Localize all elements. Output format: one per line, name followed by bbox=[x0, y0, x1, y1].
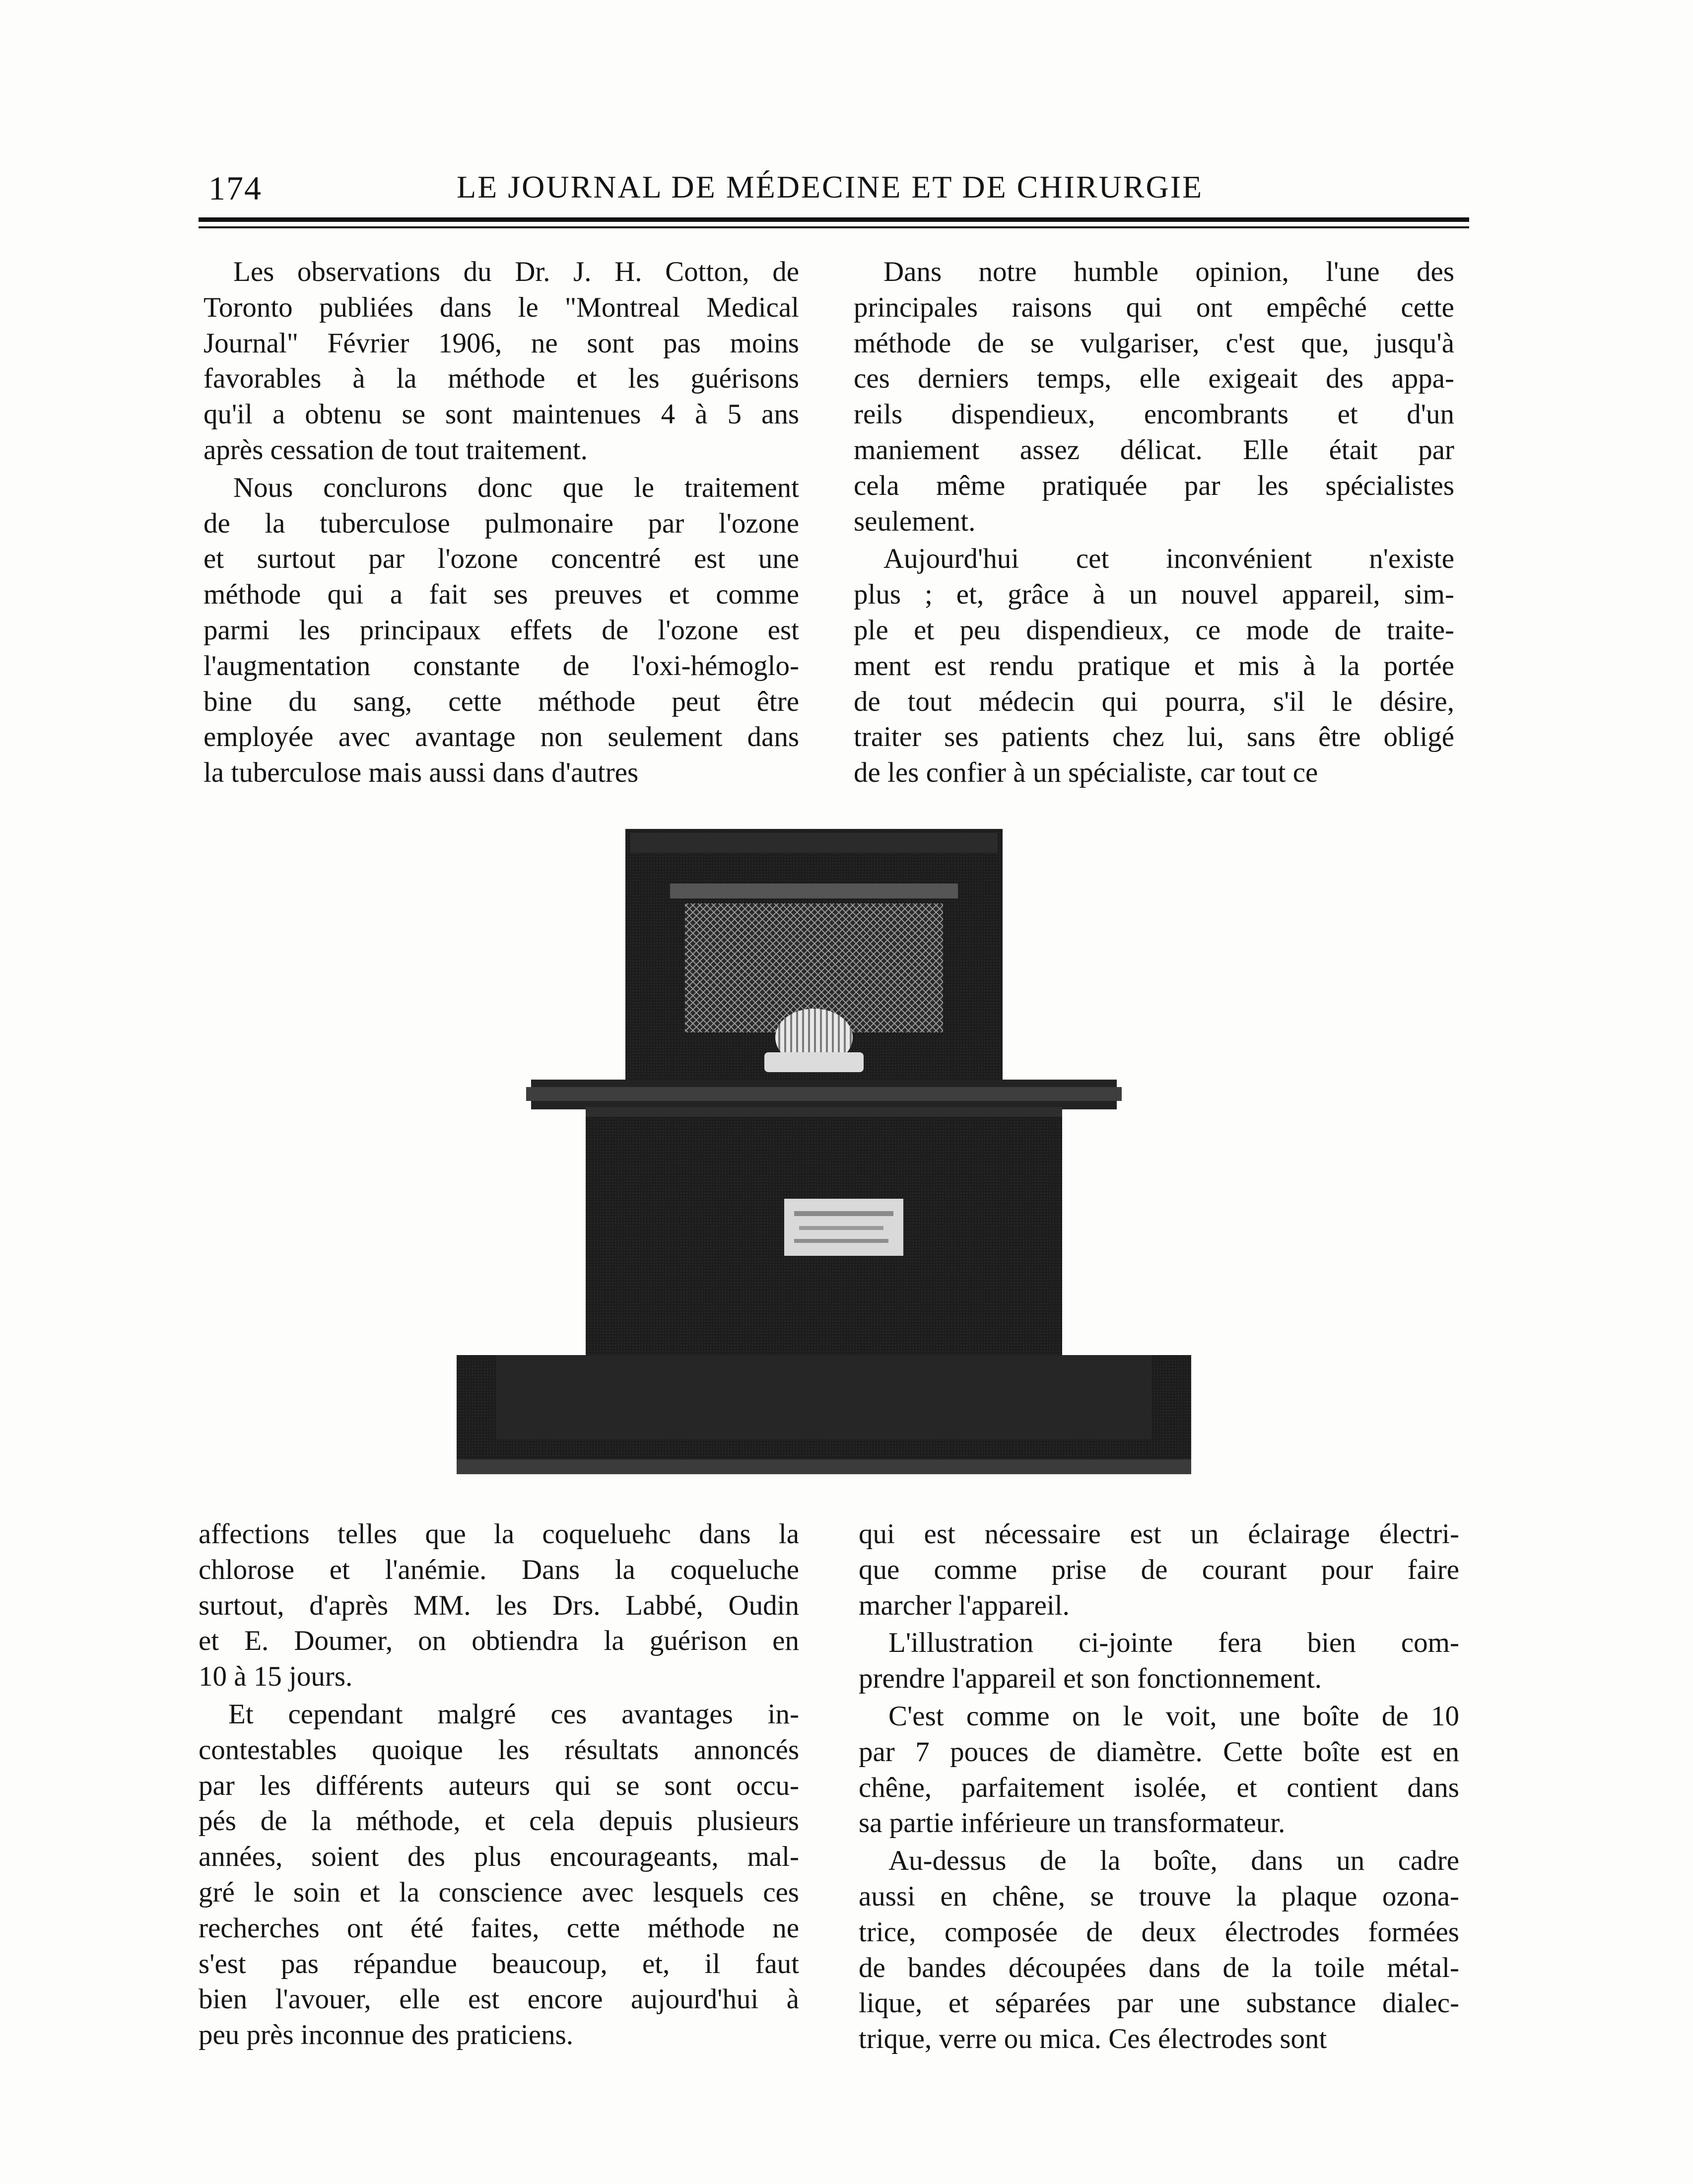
text-line: L'illustration ci-jointe fera bien com- bbox=[888, 1627, 1459, 1659]
text-line: gré le soin et la conscience avec lesquels ces bbox=[199, 1876, 799, 1908]
text-line: chlorose et l'anémie. Dans la coqueluche bbox=[199, 1554, 799, 1585]
text-line: que comme prise de courant pour faire bbox=[859, 1554, 1459, 1585]
text-line: bine du sang, cette méthode peut être bbox=[203, 685, 799, 717]
paragraph bbox=[199, 1516, 799, 1695]
paragraph bbox=[859, 1625, 1459, 1697]
paragraph bbox=[199, 1697, 799, 2053]
paragraph bbox=[203, 470, 799, 791]
page-number: 174 bbox=[208, 169, 262, 207]
text-line: parmi les principaux effets de l'ozone est bbox=[203, 614, 799, 646]
text-line: marcher l'appareil. bbox=[859, 1589, 1070, 1621]
text-line: contestables quoique les résultats annoncés bbox=[199, 1734, 799, 1766]
text-line: recherches ont été faites, cette méthode ne bbox=[199, 1912, 799, 1944]
text-line: C'est comme on le voit, une boîte de 10 bbox=[888, 1700, 1459, 1732]
text-line: maniement assez délicat. Elle était par bbox=[854, 434, 1454, 466]
column-top-right bbox=[854, 254, 1454, 791]
text-line: Au-dessus de la boîte, dans un cadre bbox=[888, 1845, 1459, 1877]
text-line: Nous conclurons donc que le traitement bbox=[233, 472, 799, 503]
text-line: s'est pas répandue beaucoup, et, il faut bbox=[199, 1948, 799, 1979]
text-line: traiter ses patients chez lui, sans être obligé bbox=[854, 721, 1454, 753]
paragraph bbox=[859, 1843, 1459, 2057]
text-line: méthode de se vulgariser, c'est que, jusqu'à bbox=[854, 327, 1454, 359]
text-line: de les confier à un spécialiste, car tout ce bbox=[854, 757, 1318, 789]
text-line: trice, composée de deux électrodes formées bbox=[859, 1916, 1459, 1948]
text-line: employée avec avantage non seulement dans bbox=[203, 721, 799, 753]
text-line: prendre l'appareil et son fonctionnement. bbox=[859, 1663, 1322, 1695]
text-line: aussi en chêne, se trouve la plaque ozona- bbox=[859, 1880, 1459, 1912]
text-line: qu'il a obtenu se sont maintenues 4 à 5 ans bbox=[203, 399, 799, 430]
header-rule-thick bbox=[199, 217, 1469, 222]
text-line: et E. Doumer, on obtiendra la guérison en bbox=[199, 1625, 799, 1657]
text-line: trique, verre ou mica. Ces électrodes sont bbox=[859, 2023, 1327, 2055]
text-line: de tout médecin qui pourra, s'il le désire, bbox=[854, 685, 1454, 717]
text-line: après cessation de tout traitement. bbox=[203, 434, 588, 466]
column-bottom-left bbox=[199, 1516, 799, 2053]
paragraph bbox=[854, 541, 1454, 791]
text-line: par les différents auteurs qui se sont occu- bbox=[199, 1770, 799, 1801]
text-line: chêne, parfaitement isolée, et contient dans bbox=[859, 1772, 1459, 1803]
text-line: qui est nécessaire est un éclairage électri- bbox=[859, 1518, 1459, 1550]
text-line: cela même pratiquée par les spécialistes bbox=[854, 470, 1454, 501]
text-line: la tuberculose mais aussi dans d'autres bbox=[203, 757, 639, 789]
header-rule-thin bbox=[199, 226, 1469, 228]
text-line: seulement. bbox=[854, 505, 976, 537]
text-line: lique, et séparées par une substance dialec- bbox=[859, 1987, 1459, 2019]
text-line: plus ; et, grâce à un nouvel appareil, sim- bbox=[854, 579, 1454, 611]
text-line: de la tuberculose pulmonaire par l'ozone bbox=[203, 507, 799, 539]
text-line: l'augmentation constante de l'oxi-hémoglo- bbox=[203, 650, 799, 682]
text-line: Et cependant malgré ces avantages in- bbox=[228, 1698, 799, 1730]
ozone-apparatus-photo bbox=[457, 829, 1191, 1484]
text-line: par 7 pouces de diamètre. Cette boîte est en bbox=[859, 1736, 1459, 1768]
text-line: peu près inconnue des praticiens. bbox=[199, 2019, 573, 2051]
text-line: affections telles que la coqueluehc dans la bbox=[199, 1518, 799, 1550]
text-line: reils dispendieux, encombrants et d'un bbox=[854, 399, 1454, 430]
text-line: pés de la méthode, et cela depuis plusieurs bbox=[199, 1805, 799, 1837]
text-line: ple et peu dispendieux, ce mode de traite- bbox=[854, 614, 1454, 646]
text-line: favorables à la méthode et les guérisons bbox=[203, 363, 799, 395]
text-line: méthode qui a fait ses preuves et comme bbox=[203, 579, 799, 611]
text-line: principales raisons qui ont empêché cette bbox=[854, 291, 1454, 323]
text-line: bien l'avouer, elle est encore aujourd'hui à bbox=[199, 1983, 799, 2015]
text-line: ment est rendu pratique et mis à la portée bbox=[854, 650, 1454, 682]
column-bottom-right bbox=[859, 1516, 1459, 2057]
text-line: ces derniers temps, elle exigeait des appa- bbox=[854, 363, 1454, 395]
paragraph bbox=[859, 1699, 1459, 1841]
paragraph bbox=[854, 254, 1454, 539]
text-line: sa partie inférieure un transformateur. bbox=[859, 1807, 1286, 1839]
text-line: Dans notre humble opinion, l'une des bbox=[883, 256, 1454, 287]
text-line: Toronto publiées dans le "Montreal Medical bbox=[203, 291, 799, 323]
apparatus-illustration bbox=[457, 829, 1191, 1484]
text-line: Journal" Février 1906, ne sont pas moins bbox=[203, 327, 799, 359]
text-line: Aujourd'hui cet inconvénient n'existe bbox=[883, 543, 1454, 575]
paragraph bbox=[203, 254, 799, 468]
text-line: Les observations du Dr. J. H. Cotton, de bbox=[233, 256, 799, 287]
text-line: et surtout par l'ozone concentré est une bbox=[203, 543, 799, 575]
paragraph bbox=[859, 1516, 1459, 1623]
text-line: 10 à 15 jours. bbox=[199, 1661, 353, 1693]
text-line: de bandes découpées dans de la toile métal- bbox=[859, 1952, 1459, 1983]
column-top-left bbox=[203, 254, 799, 791]
text-line: années, soient des plus encourageants, mal- bbox=[199, 1841, 799, 1873]
text-line: surtout, d'après MM. les Drs. Labbé, Oudin bbox=[199, 1589, 799, 1621]
running-title: LE JOURNAL DE MÉDECINE ET DE CHIRURGIE bbox=[457, 169, 1204, 205]
